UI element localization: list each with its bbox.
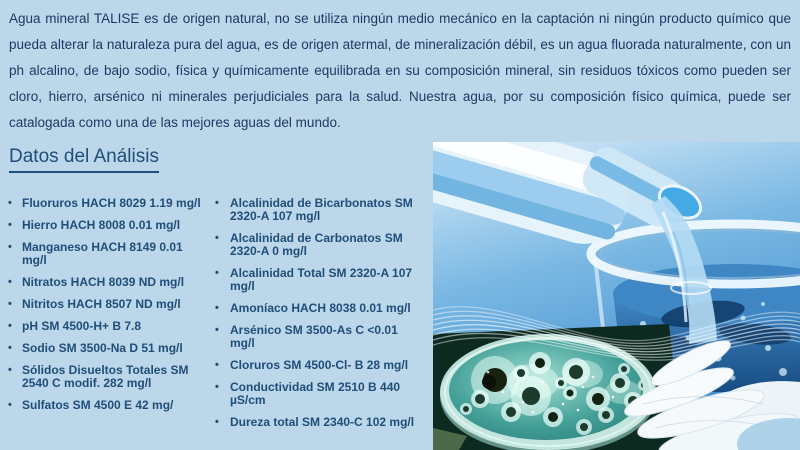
analysis-item-text: Sólidos Disueltos Totales SM 2540 C modif. 282 mg/l — [22, 363, 189, 390]
water-analysis-photo — [433, 142, 800, 450]
list-item — [215, 324, 425, 350]
analysis-item-text: Alcalinidad de Bicarbonatos SM 2320-A 107 mg/l — [230, 196, 413, 223]
bullet-icon: • — [8, 320, 12, 332]
analysis-item-text: Sulfatos SM 4500 E 42 mg/ — [22, 398, 174, 412]
analysis-list-left — [8, 197, 202, 421]
analysis-item-text: Cloruros SM 4500-Cl- B 28 mg/l — [230, 358, 409, 372]
analysis-item-text: Amoníaco HACH 8038 0.01 mg/l — [230, 301, 411, 315]
bullet-icon: • — [215, 197, 219, 209]
list-item — [215, 381, 425, 407]
bullet-icon: • — [8, 364, 12, 376]
bullet-icon: • — [8, 342, 12, 354]
bullet-icon: • — [215, 302, 219, 314]
analysis-item-text: Alcalinidad de Carbonatos SM 2320-A 0 mg/l — [230, 231, 403, 258]
analysis-item-text: Dureza total SM 2340-C 102 mg/l — [230, 415, 415, 429]
bullet-icon: • — [215, 416, 219, 428]
bullet-icon: • — [215, 324, 219, 336]
analysis-lists — [0, 197, 433, 450]
petri-dish-illustration — [440, 334, 656, 450]
analysis-item-text: Nitritos HACH 8507 ND mg/l — [22, 297, 181, 311]
bullet-icon: • — [8, 241, 12, 253]
list-item — [215, 302, 425, 315]
list-item — [8, 197, 202, 210]
section-heading-text: Datos del Análisis — [9, 146, 159, 173]
list-item — [215, 416, 425, 429]
water-analysis-illustration — [433, 142, 800, 450]
analysis-item-text: Alcalinidad Total SM 2320-A 107 mg/l — [230, 266, 413, 293]
list-item — [8, 219, 202, 232]
list-item — [215, 232, 425, 258]
intro-paragraph: Agua mineral TALISE es de origen natural, no se utiliza ningún medio mecánico en la captación ni ningún producto químico que pueda alterar la naturaleza pura del agua, es de origen atermal, de mineralización débil, es un agua fluorada naturalmente, con un ph alcalino, de bajo sodio, física y químicamente equilibrada en su composición mineral, sin residuos tóxicos como pueden ser cloro, hierro, arsénico ni minerales perjudiciales para la salud. Nuestra agua, por su composición físico química, puede ser catalogada como una de las mejores aguas del mundo. — [9, 11, 791, 130]
analysis-item-text: Conductividad SM 2510 B 440 µS/cm — [230, 380, 401, 407]
list-item — [8, 320, 202, 333]
analysis-item-text: Arsénico SM 3500-As C <0.01 mg/l — [230, 323, 398, 350]
analysis-item-text: Nitratos HACH 8039 ND mg/l — [22, 275, 185, 289]
bullet-icon: • — [8, 399, 12, 411]
bullet-icon: • — [8, 219, 12, 231]
list-item — [8, 276, 202, 289]
list-item — [215, 267, 425, 293]
bullet-icon: • — [8, 197, 12, 209]
analysis-item-text: Manganeso HACH 8149 0.01 mg/l — [22, 240, 183, 267]
bullet-icon: • — [215, 381, 219, 393]
list-item — [8, 241, 202, 267]
list-item — [8, 298, 202, 311]
bullet-icon: • — [8, 276, 12, 288]
analysis-item-text: Sodio SM 3500-Na D 51 mg/l — [22, 341, 183, 355]
bullet-icon: • — [8, 298, 12, 310]
list-item — [8, 364, 202, 390]
bullet-icon: • — [215, 232, 219, 244]
bullet-icon: • — [215, 267, 219, 279]
analysis-list-right — [215, 197, 425, 438]
list-item — [215, 359, 425, 372]
list-item — [215, 197, 425, 223]
bullet-icon: • — [215, 359, 219, 371]
list-item — [8, 342, 202, 355]
analysis-item-text: Fluoruros HACH 8029 1.19 mg/l — [22, 196, 201, 210]
analysis-item-text: pH SM 4500-H+ B 7.8 — [22, 319, 142, 333]
analysis-item-text: Hierro HACH 8008 0.01 mg/l — [22, 218, 181, 232]
list-item — [8, 399, 202, 412]
